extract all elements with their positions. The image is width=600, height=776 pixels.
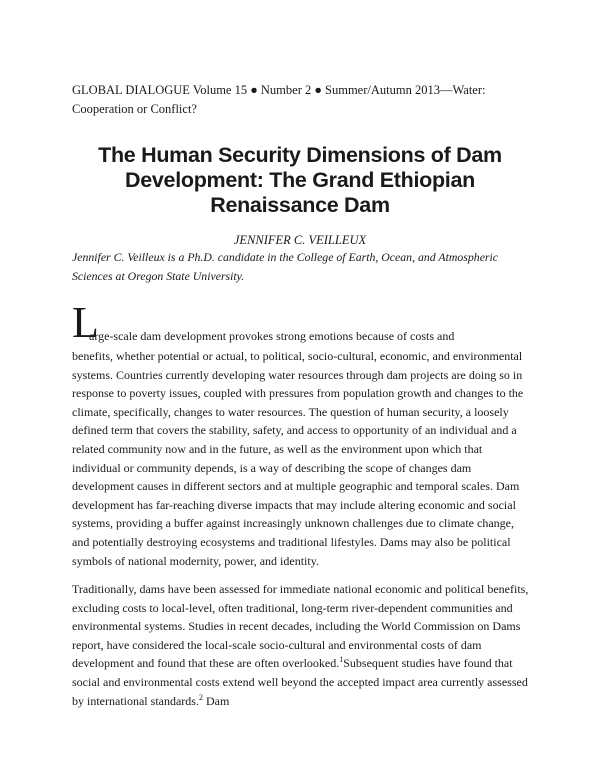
- drop-cap: L: [72, 298, 99, 347]
- paragraph-1-text: benefits, whether potential or actual, to political, socio-cultural, economic, and environmental systems. Countries currently developing water resources through dam projects are doing so in response to poverty issues, coupled with pressures from population growth and changes to the climate, specifically, changes to water resources. The question of human security, a loosely defined term that covers the stability, safety, and access to opportunity of an individual and a related community now and in the future, as well as the environment upon which that individual or community depends, is a way of describing the scope of changes dam development causes in different sectors and at multiple geographic and temporal scales. Dam development has far-reaching diverse impacts that may include altering economic and social systems, providing a buffer against increasingly unknown challenges due to climate change, and potentially destroying ecosystems and traditional lifestyles. Dams may also be political symbols of national modernity, power, and identity.: [72, 349, 524, 568]
- body-paragraph-1: [72, 298, 530, 570]
- first-line-text: arge-scale dam development provokes strong emotions because of costs and: [89, 329, 455, 343]
- first-line: [72, 298, 530, 347]
- paragraph-2-text-b: Subsequent studies have found that social and environmental costs extend well beyond the accepted impact area currently assessed by international standards.: [72, 656, 528, 708]
- paragraph-2-text-c: Dam: [202, 693, 230, 708]
- author-affiliation: Jennifer C. Veilleux is a Ph.D. candidate in the College of Earth, Ocean, and Atmospheric Sciences at Oregon State University.: [72, 250, 499, 283]
- footnote-ref-2[interactable]: 2: [198, 692, 203, 702]
- paragraph-2-text-a: Traditionally, dams have been assessed for immediate national economic and political benefits, excluding costs to local-level, often traditional, long-term river-dependent communities and environmental systems. Studies in recent decades, including the World Commission on Dams report, have considered the local-scale socio-cultural and environmental costs of dam development and found that these are often overlooked.: [72, 582, 529, 671]
- body-paragraph-2: [72, 580, 530, 710]
- journal-running-header: GLOBAL DIALOGUE Volume 15 ● Number 2 ● Summer/Autumn 2013—Water: Cooperation or Conflict?: [72, 83, 486, 116]
- footnote-ref-1[interactable]: 1: [339, 655, 344, 665]
- article-title: The Human Security Dimensions of Dam Development: The Grand Ethiopian Renaissance Dam: [98, 143, 502, 217]
- article-author: JENNIFER C. VEILLEUX: [233, 233, 367, 247]
